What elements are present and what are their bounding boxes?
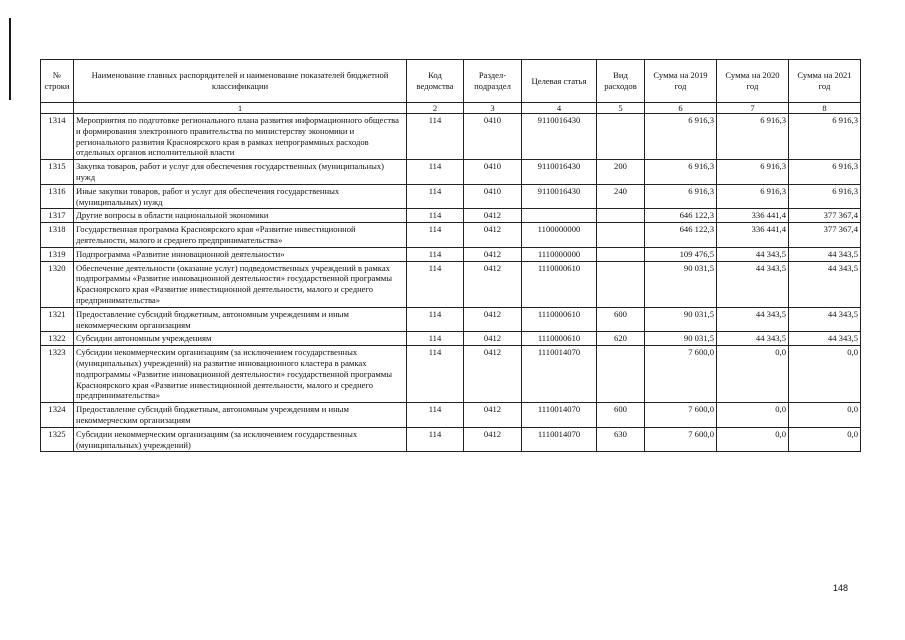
department-code-cell: 114	[407, 209, 464, 223]
sum-2020-cell: 0,0	[717, 346, 789, 403]
sum-2021-cell: 6 916,3	[789, 114, 861, 160]
sum-2020-cell: 44 343,5	[717, 307, 789, 332]
sum-2020-cell: 44 343,5	[717, 261, 789, 307]
section-cell: 0412	[464, 332, 522, 346]
row-number-cell: 1324	[41, 403, 74, 428]
sum-2019-cell: 646 122,3	[645, 209, 717, 223]
sum-2021-cell: 377 367,4	[789, 223, 861, 248]
column-number-row	[41, 103, 861, 114]
table-row	[41, 247, 861, 261]
sum-2019-cell: 90 031,5	[645, 332, 717, 346]
table-row	[41, 114, 861, 160]
sum-2021-cell: 0,0	[789, 427, 861, 452]
target-item-cell: 9110016430	[522, 114, 597, 160]
sum-2021-cell: 44 343,5	[789, 332, 861, 346]
col-number	[41, 103, 74, 114]
col-number: 6	[645, 103, 717, 114]
section-cell: 0412	[464, 209, 522, 223]
department-code-cell: 114	[407, 261, 464, 307]
name-cell: Другие вопросы в области национальной экономики	[74, 209, 407, 223]
department-code-cell: 114	[407, 247, 464, 261]
name-cell: Предоставление субсидий бюджетным, автономным учреждениям и иным некоммерческим организациям	[74, 403, 407, 428]
expense-type-cell: 200	[597, 160, 645, 185]
expense-type-cell: 600	[597, 403, 645, 428]
section-cell: 0412	[464, 346, 522, 403]
row-number-cell: 1315	[41, 160, 74, 185]
department-code-cell: 114	[407, 114, 464, 160]
sum-2019-cell: 90 031,5	[645, 307, 717, 332]
expense-type-cell	[597, 223, 645, 248]
row-number-cell: 1320	[41, 261, 74, 307]
section-cell: 0410	[464, 160, 522, 185]
sum-2021-cell: 44 343,5	[789, 261, 861, 307]
sum-2020-cell: 336 441,4	[717, 223, 789, 248]
sum-2019-cell: 90 031,5	[645, 261, 717, 307]
sum-2020-cell: 6 916,3	[717, 160, 789, 185]
expense-type-cell: 240	[597, 184, 645, 209]
department-code-cell: 114	[407, 403, 464, 428]
expense-type-cell: 600	[597, 307, 645, 332]
col-header-sum-2021: Сумма на 2021 год	[789, 60, 861, 103]
sum-2019-cell: 109 476,5	[645, 247, 717, 261]
col-number: 7	[717, 103, 789, 114]
table-row	[41, 160, 861, 185]
expense-type-cell	[597, 261, 645, 307]
name-cell: Подпрограмма «Развитие инновационной деятельности»	[74, 247, 407, 261]
sum-2019-cell: 7 600,0	[645, 346, 717, 403]
row-number-cell: 1318	[41, 223, 74, 248]
row-number-cell: 1322	[41, 332, 74, 346]
target-item-cell: 9110016430	[522, 160, 597, 185]
section-cell: 0410	[464, 114, 522, 160]
name-cell: Предоставление субсидий бюджетным, автономным учреждениям и иным некоммерческим организациям	[74, 307, 407, 332]
sum-2021-cell: 6 916,3	[789, 160, 861, 185]
target-item-cell: 1100000000	[522, 223, 597, 248]
col-number: 5	[597, 103, 645, 114]
sum-2019-cell: 6 916,3	[645, 114, 717, 160]
target-item-cell: 9110016430	[522, 184, 597, 209]
section-cell: 0412	[464, 427, 522, 452]
section-cell: 0412	[464, 223, 522, 248]
table-row	[41, 184, 861, 209]
section-cell: 0412	[464, 403, 522, 428]
col-header-name: Наименование главных распорядителей и наименование показателей бюджетной классификации	[74, 60, 407, 103]
department-code-cell: 114	[407, 160, 464, 185]
sum-2020-cell: 6 916,3	[717, 114, 789, 160]
department-code-cell: 114	[407, 346, 464, 403]
row-number-cell: 1321	[41, 307, 74, 332]
row-number-cell: 1323	[41, 346, 74, 403]
row-number-cell: 1325	[41, 427, 74, 452]
row-number-cell: 1316	[41, 184, 74, 209]
sum-2020-cell: 0,0	[717, 427, 789, 452]
department-code-cell: 114	[407, 223, 464, 248]
sum-2020-cell: 44 343,5	[717, 247, 789, 261]
sum-2019-cell: 7 600,0	[645, 427, 717, 452]
expense-type-cell	[597, 247, 645, 261]
row-number-cell: 1314	[41, 114, 74, 160]
table-row	[41, 427, 861, 452]
sum-2019-cell: 6 916,3	[645, 160, 717, 185]
department-code-cell: 114	[407, 184, 464, 209]
name-cell: Закупка товаров, работ и услуг для обеспечения государственных (муниципальных) нужд	[74, 160, 407, 185]
sum-2019-cell: 6 916,3	[645, 184, 717, 209]
expense-type-cell: 630	[597, 427, 645, 452]
target-item-cell: 1110000610	[522, 261, 597, 307]
target-item-cell	[522, 209, 597, 223]
target-item-cell: 1110014070	[522, 346, 597, 403]
department-code-cell: 114	[407, 332, 464, 346]
target-item-cell: 1110014070	[522, 403, 597, 428]
table-header-row	[41, 60, 861, 103]
target-item-cell: 1110014070	[522, 427, 597, 452]
table-row	[41, 403, 861, 428]
section-cell: 0412	[464, 307, 522, 332]
section-cell: 0412	[464, 261, 522, 307]
name-cell: Мероприятия по подготовке регионального плана развития информационного общества и формирования электронного правительства по министерству экономики и регионального развития Красноярского края в рамках непрограммных расходов отдельных органов исполнительной власти	[74, 114, 407, 160]
sum-2019-cell: 7 600,0	[645, 403, 717, 428]
table-row	[41, 223, 861, 248]
table-row	[41, 346, 861, 403]
name-cell: Иные закупки товаров, работ и услуг для обеспечения государственных (муниципальных) нужд	[74, 184, 407, 209]
name-cell: Обеспечение деятельности (оказание услуг) подведомственных учреждений в рамках подпрограммы «Развитие инновационной деятельности» государственной программы Красноярского края «Развитие инвестиционной деятельности, малого и среднего предпринимательства»	[74, 261, 407, 307]
col-number: 1	[74, 103, 407, 114]
table-row	[41, 261, 861, 307]
sum-2020-cell: 44 343,5	[717, 332, 789, 346]
name-cell: Государственная программа Красноярского края «Развитие инвестиционной деятельности, малого и среднего предпринимательства»	[74, 223, 407, 248]
binding-edge-line	[9, 18, 11, 100]
sum-2021-cell: 0,0	[789, 403, 861, 428]
col-header-sum-2020: Сумма на 2020 год	[717, 60, 789, 103]
expense-type-cell	[597, 346, 645, 403]
table-body	[41, 114, 861, 452]
table-row	[41, 307, 861, 332]
sum-2021-cell: 44 343,5	[789, 307, 861, 332]
name-cell: Субсидии автономным учреждениям	[74, 332, 407, 346]
target-item-cell: 1110000610	[522, 332, 597, 346]
sum-2021-cell: 377 367,4	[789, 209, 861, 223]
department-code-cell: 114	[407, 427, 464, 452]
col-header-section: Раздел-подраздел	[464, 60, 522, 103]
expense-type-cell	[597, 209, 645, 223]
sum-2020-cell: 0,0	[717, 403, 789, 428]
table-row	[41, 209, 861, 223]
row-number-cell: 1319	[41, 247, 74, 261]
col-header-row-number: № строки	[41, 60, 74, 103]
sum-2020-cell: 336 441,4	[717, 209, 789, 223]
col-header-department-code: Код ведомства	[407, 60, 464, 103]
col-header-target-item: Целевая статья	[522, 60, 597, 103]
expense-type-cell: 620	[597, 332, 645, 346]
row-number-cell: 1317	[41, 209, 74, 223]
sum-2021-cell: 0,0	[789, 346, 861, 403]
col-number: 2	[407, 103, 464, 114]
sum-2021-cell: 44 343,5	[789, 247, 861, 261]
target-item-cell: 1110000610	[522, 307, 597, 332]
col-number: 3	[464, 103, 522, 114]
name-cell: Субсидии некоммерческим организациям (за исключением государственных (муниципальных) учреждений) на развитие инновационного кластера в рамках подпрограммы «Развитие инновационной деятельности» государственной программы Красноярского края «Развитие инвестиционной деятельности, малого и среднего предпринимательства»	[74, 346, 407, 403]
sum-2019-cell: 646 122,3	[645, 223, 717, 248]
target-item-cell: 1110000000	[522, 247, 597, 261]
col-header-expense-type: Вид расходов	[597, 60, 645, 103]
section-cell: 0412	[464, 247, 522, 261]
expense-type-cell	[597, 114, 645, 160]
page-number: 148	[833, 583, 849, 593]
department-code-cell: 114	[407, 307, 464, 332]
budget-expenditure-table	[40, 59, 861, 452]
name-cell: Субсидии некоммерческим организациям (за исключением государственных (муниципальных) учреждений)	[74, 427, 407, 452]
table-row	[41, 332, 861, 346]
col-number: 8	[789, 103, 861, 114]
sum-2021-cell: 6 916,3	[789, 184, 861, 209]
sum-2020-cell: 6 916,3	[717, 184, 789, 209]
col-number: 4	[522, 103, 597, 114]
section-cell: 0410	[464, 184, 522, 209]
col-header-sum-2019: Сумма на 2019 год	[645, 60, 717, 103]
